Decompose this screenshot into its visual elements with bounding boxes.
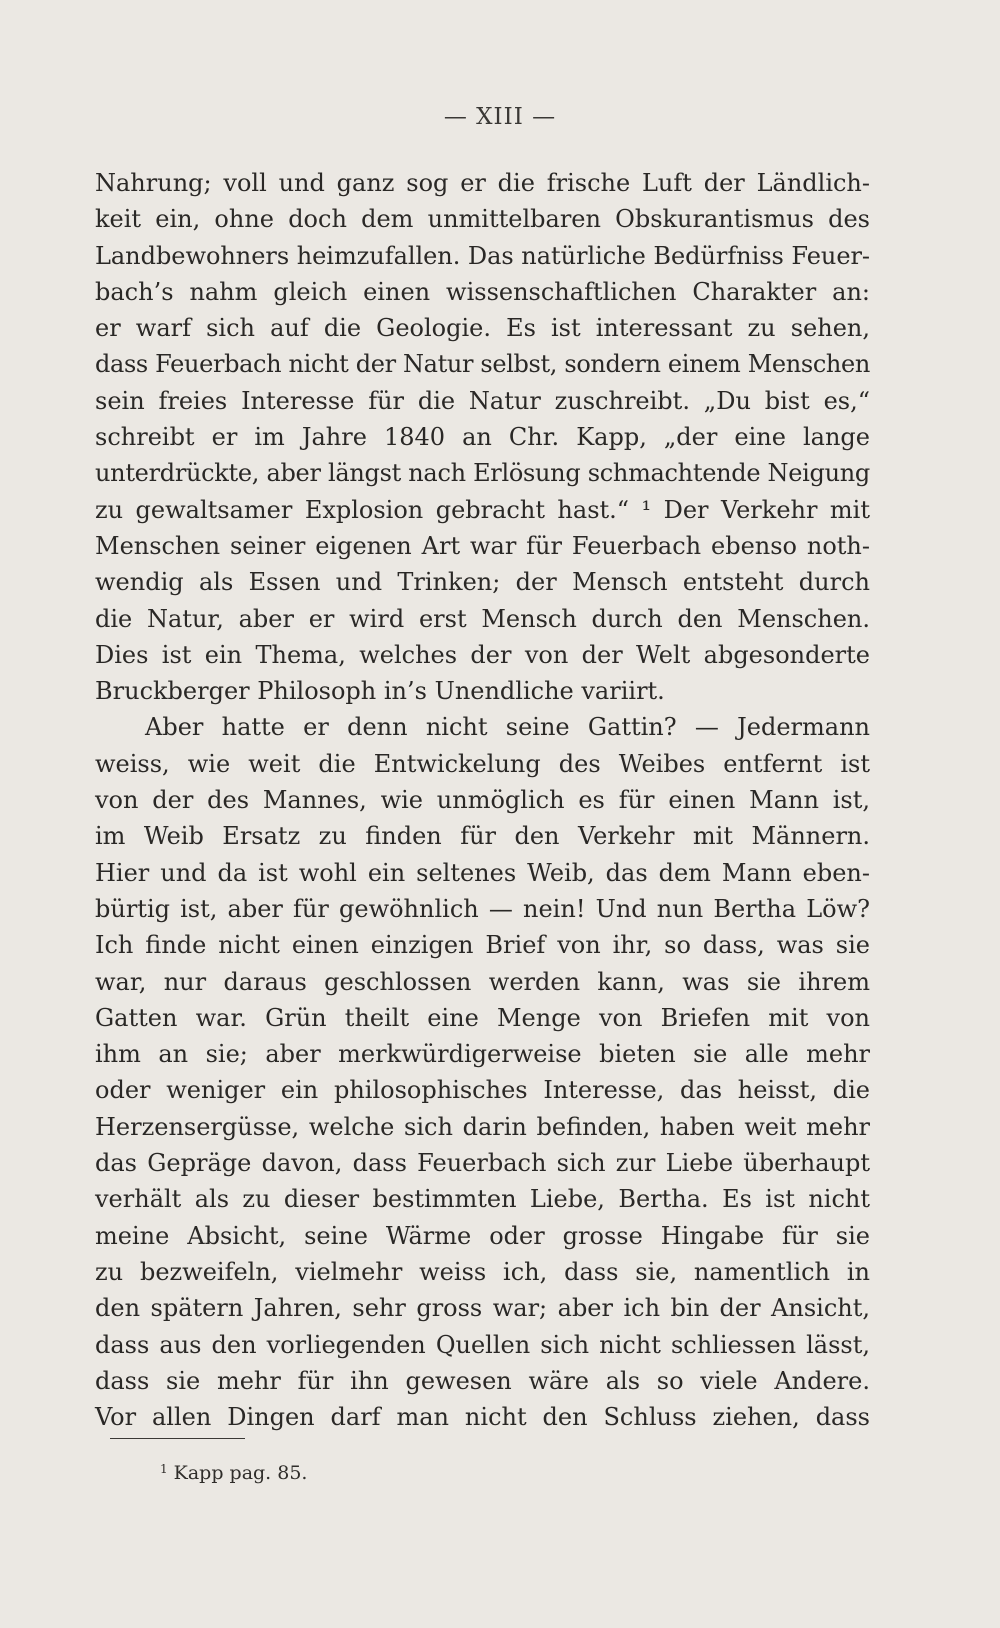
text-line: Hier und da ist wohl ein seltenes Weib, das dem Mann eben- [95,858,870,887]
text-line: meine Absicht, seine Wärme oder grosse Hingabe für sie [95,1221,870,1250]
text-line: dass Feuerbach nicht der Natur selbst, sondern einem Menschen [95,350,870,379]
footnote [160,1462,307,1484]
text-line: zu bezweifeln, vielmehr weiss ich, dass sie, namentlich in [95,1257,870,1286]
text-line: unterdrückte, aber längst nach Erlösung schmachtende Neigung [95,459,871,488]
footnote-text: Kapp pag. 85. [173,1462,308,1484]
text-line: weiss, wie weit die Entwickelung des Weibes entfernt ist [95,749,870,778]
text-line: den spätern Jahren, sehr gross war; aber ich bin der Ansicht, [95,1294,870,1323]
text-line: keit ein, ohne doch dem unmittelbaren Obskurantismus des [95,205,870,234]
text-line: Bruckberger Philosoph in’s Unendliche variirt. [95,677,665,706]
text-line: Landbewohners heimzufallen. Das natürliche Bedürfniss Feuer- [95,241,871,270]
text-line: Aber hatte er denn nicht seine Gattin? — Jedermann [145,713,870,742]
text-line: Ich finde nicht einen einzigen Brief von ihr, so dass, was sie [95,931,870,960]
text-line: Nahrung; voll und ganz sog er die frische Luft der Ländlich- [95,169,870,197]
text-line: ihm an sie; aber merkwürdigerweise bieten sie alle mehr [95,1040,870,1069]
text-line: zu gewaltsamer Explosion gebracht hast.“ ¹ Der Verkehr mit [95,495,870,524]
text-line: oder weniger ein philosophisches Interesse, das heisst, die [95,1076,870,1105]
text-line: dass aus den vorliegenden Quellen sich nicht schliessen lässt, [95,1330,870,1359]
footnote-marker: 1 [160,1462,168,1476]
text-line: von der des Mannes, wie unmöglich es für einen Mann ist, [95,786,870,815]
text-line: bürtig ist, aber für gewöhnlich — nein! Und nun Bertha Löw? [95,894,870,923]
text-line: war, nur daraus geschlossen werden kann, was sie ihrem [95,967,870,996]
text-line: bach’s nahm gleich einen wissenschaftlichen Charakter an: [95,277,870,306]
text-line: Dies ist ein Thema, welches der von der Welt abgesonderte [95,640,870,669]
page-number-header: — XIII — [443,104,557,130]
text-line: Vor allen Dingen darf man nicht den Schluss ziehen, dass [95,1403,870,1432]
text-line: verhält als zu dieser bestimmten Liebe, Bertha. Es ist nicht [95,1185,870,1214]
text-line: dass sie mehr für ihn gewesen wäre als so viele Andere. [95,1366,870,1395]
text-line: die Natur, aber er wird erst Mensch durch den Menschen. [95,604,870,633]
text-line: sein freies Interesse für die Natur zuschreibt. „Du bist es,“ [95,386,870,415]
text-line: wendig als Essen und Trinken; der Mensch entsteht durch [95,568,870,597]
footnote-divider [110,1438,245,1439]
text-line: Herzensergüsse, welche sich darin befinden, haben weit mehr [95,1112,870,1141]
text-line: das Gepräge davon, dass Feuerbach sich zur Liebe überhaupt [95,1149,870,1178]
text-line: er warf sich auf die Geologie. Es ist interessant zu sehen, [95,314,870,343]
text-line: im Weib Ersatz zu finden für den Verkehr mit Männern. [95,822,870,851]
text-line: Gatten war. Grün theilt eine Menge von Briefen mit von [95,1003,870,1032]
body-text [95,165,870,1435]
text-line: schreibt er im Jahre 1840 an Chr. Kapp, „der eine lange [95,423,870,452]
text-line: Menschen seiner eigenen Art war für Feuerbach ebenso noth- [95,531,870,560]
